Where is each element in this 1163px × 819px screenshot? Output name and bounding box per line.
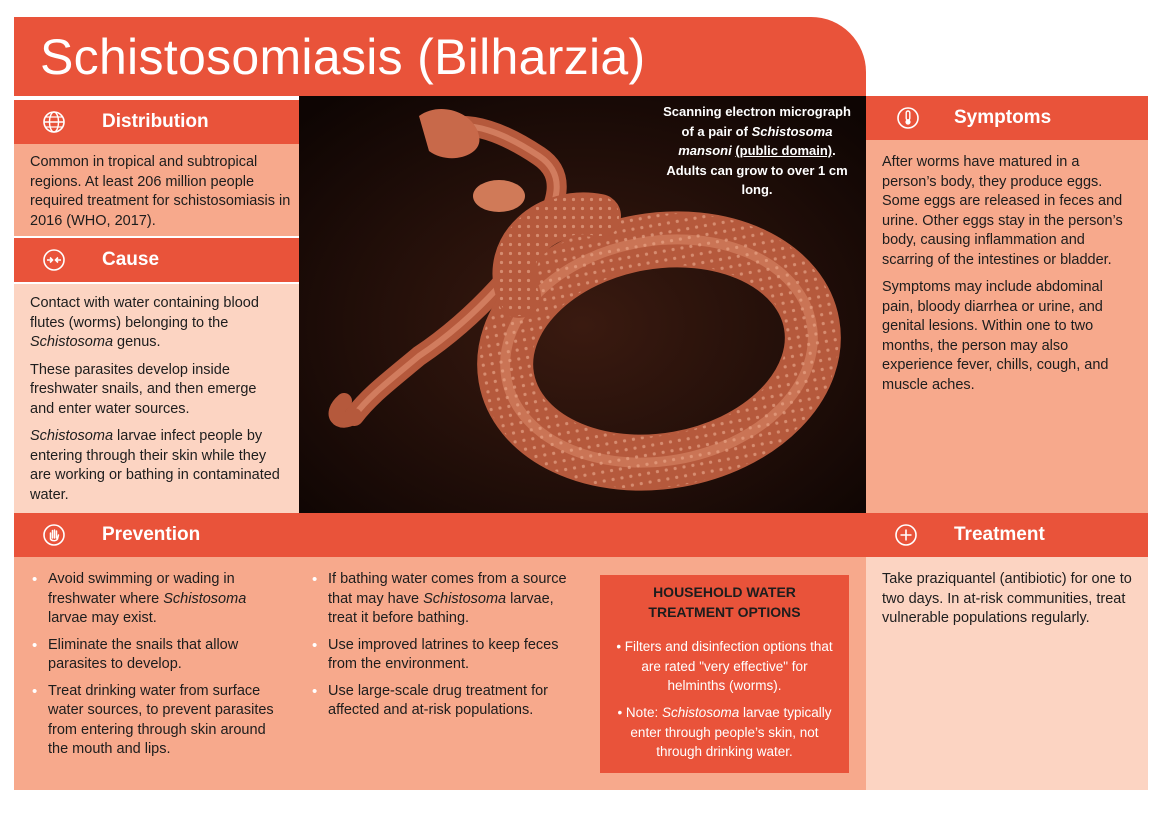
photo-caption: Scanning electron micrograph of a pair of Schistosoma mansoni (public domain). Adults can grow to over 1 cm long.	[663, 104, 851, 197]
household-item-2: • Note: Schistosoma larvae typically enter through people’s skin, not through drinking water.	[617, 705, 832, 759]
household-water-box	[600, 575, 849, 773]
household-heading: HOUSEHOLD WATER TREATMENT OPTIONS	[648, 584, 801, 620]
symptoms-paragraph-2: Symptoms may include abdominal pain, bloody diarrhea or urine, and genital lesions. Within one to two months, the person may also experience fever, chills, cough, and muscle aches.	[882, 279, 1109, 393]
symptoms-text	[882, 153, 1134, 403]
plus-circle-icon	[894, 523, 918, 547]
prevention-item: • Treat drinking water from surface water sources, to prevent parasites from entering through skin around the mouth and lips.	[30, 682, 288, 760]
micrograph-photo	[299, 96, 866, 513]
prevention-item: • Use improved latrines to keep feces from the environment.	[310, 636, 572, 675]
cause-paragraph-1: Contact with water containing blood flutes (worms) belonging to the Schistosoma genus.	[30, 295, 259, 350]
symptoms-header	[866, 96, 1148, 140]
treatment-header	[866, 513, 1148, 557]
distribution-header	[14, 100, 299, 144]
distribution-panel	[14, 144, 299, 236]
cause-paragraph-2: These parasites develop inside freshwater snails, and then emerge and enter water sources.	[30, 361, 257, 417]
cause-header	[14, 238, 299, 282]
prevention-item: • Eliminate the snails that allow parasites to develop.	[30, 636, 288, 675]
prevention-list-2	[310, 570, 572, 728]
cause-paragraph-3: Schistosoma larvae infect people by entering through their skin while they are working or bathing in contaminated water.	[30, 428, 280, 503]
distribution-heading: Distribution	[102, 111, 209, 132]
prevention-heading: Prevention	[102, 524, 201, 545]
symptoms-heading: Symptoms	[954, 107, 1052, 128]
hand-stop-icon	[42, 523, 66, 547]
treatment-panel	[866, 557, 1148, 790]
thermometer-icon	[896, 106, 920, 130]
prevention-header	[14, 513, 866, 557]
treatment-heading: Treatment	[954, 524, 1045, 545]
globe-icon	[42, 110, 66, 134]
cause-panel	[14, 284, 299, 513]
arrows-in-circle-icon	[42, 248, 66, 272]
treatment-text: Take praziquantel (antibiotic) for one to two days. In at-risk communities, treat vulnerable populations regularly.	[882, 571, 1132, 626]
distribution-text: Common in tropical and subtropical regions. At least 206 million people required treatment for schistosomiasis in 2016 (WHO, 2017).	[30, 154, 291, 229]
cause-heading: Cause	[102, 249, 160, 270]
cause-text	[30, 294, 282, 513]
public-domain-link[interactable]: (public domain)	[735, 143, 833, 158]
symptoms-panel	[866, 140, 1148, 513]
prevention-item: • Use large-scale drug treatment for affected and at-risk populations.	[310, 682, 572, 721]
prevention-item: • Avoid swimming or wading in freshwater where Schistosoma larvae may exist.	[30, 570, 288, 629]
prevention-list-1	[30, 570, 288, 767]
household-item-1: • Filters and disinfection options that are rated "very effective" for helminths (worms).	[616, 639, 833, 693]
page-title: Schistosomiasis (Bilharzia)	[40, 29, 646, 85]
prevention-item: • If bathing water comes from a source that may have Schistosoma larvae, treat it before bathing.	[310, 570, 572, 629]
symptoms-paragraph-1: After worms have matured in a person’s body, they produce eggs. Some eggs are released in feces and urine. Other eggs stay in the person’s body, causing inflammation and scarring of the intestines or bladder.	[882, 154, 1123, 268]
